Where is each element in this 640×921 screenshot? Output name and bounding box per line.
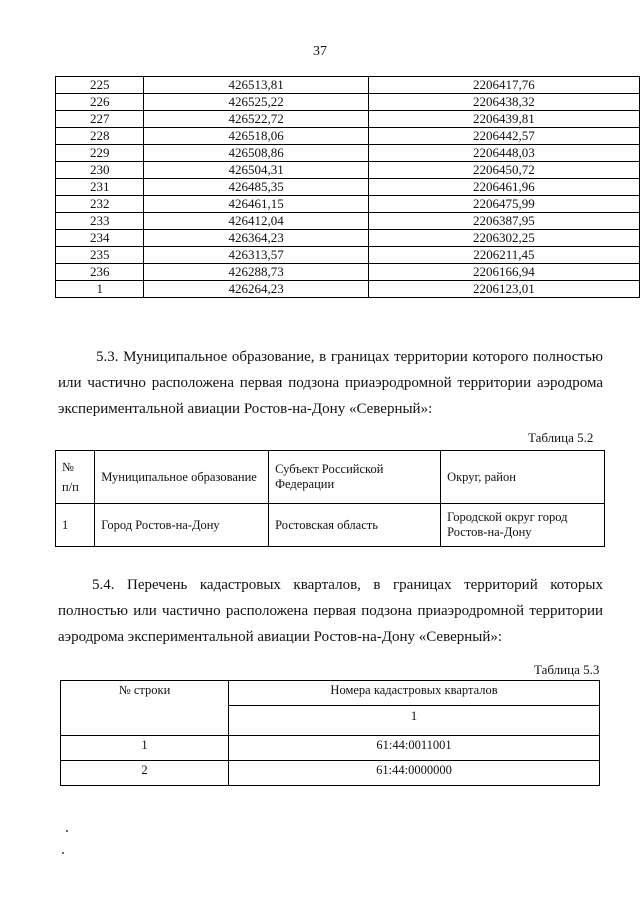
header-number-abbr: п/п bbox=[62, 480, 79, 494]
coordinate-x: 426518,06 bbox=[144, 128, 368, 145]
point-number: 227 bbox=[56, 111, 144, 128]
point-number: 226 bbox=[56, 94, 144, 111]
coordinate-y: 2206448,03 bbox=[368, 145, 639, 162]
coordinate-y: 2206302,25 bbox=[368, 230, 639, 247]
header-number bbox=[56, 451, 95, 504]
table-row bbox=[56, 179, 640, 196]
coordinate-y: 2206123,01 bbox=[368, 281, 639, 298]
table-5-3-caption: Таблица 5.3 bbox=[534, 662, 600, 677]
section-5-4-line-2: полностью или частично расположена первая подзона приаэродромной территории bbox=[58, 603, 603, 619]
coordinate-y: 2206450,72 bbox=[368, 162, 639, 179]
row-number: 2 bbox=[61, 761, 229, 786]
coordinate-y: 2206387,95 bbox=[368, 213, 639, 230]
coordinate-y: 2206211,45 bbox=[368, 247, 639, 264]
coordinate-x: 426522,72 bbox=[144, 111, 368, 128]
table-row bbox=[56, 264, 640, 281]
point-number: 235 bbox=[56, 247, 144, 264]
header-subject bbox=[269, 451, 441, 504]
point-number: 228 bbox=[56, 128, 144, 145]
table-row bbox=[56, 162, 640, 179]
coordinate-y: 2206475,99 bbox=[368, 196, 639, 213]
point-number: 229 bbox=[56, 145, 144, 162]
table-row bbox=[56, 196, 640, 213]
coordinate-x: 426508,86 bbox=[144, 145, 368, 162]
header-column-index: 1 bbox=[229, 706, 600, 736]
scan-speck bbox=[66, 830, 68, 832]
table-row bbox=[56, 94, 640, 111]
header-row-number: № строки bbox=[61, 681, 229, 736]
coordinates-table bbox=[55, 76, 640, 298]
point-number: 232 bbox=[56, 196, 144, 213]
table-row bbox=[56, 145, 640, 162]
point-number: 225 bbox=[56, 77, 144, 94]
table-5-2-caption: Таблица 5.2 bbox=[528, 430, 594, 445]
table-5-2 bbox=[55, 450, 605, 547]
row-district-line-1: Городской округ город bbox=[447, 510, 568, 524]
coordinate-x: 426485,35 bbox=[144, 179, 368, 196]
header-number-sign: № bbox=[62, 460, 74, 474]
header-district: Округ, район bbox=[441, 451, 605, 504]
table-row bbox=[56, 128, 640, 145]
table-5-3-header-row bbox=[61, 681, 600, 706]
row-number: 1 bbox=[56, 504, 95, 547]
section-5-3-line-1: 5.3. Муниципальное образование, в границах территории которого полностью bbox=[96, 349, 603, 365]
coordinate-y: 2206439,81 bbox=[368, 111, 639, 128]
coordinate-y: 2206417,76 bbox=[368, 77, 639, 94]
row-subject: Ростовская область bbox=[269, 504, 441, 547]
section-5-4-paragraph bbox=[58, 572, 603, 650]
table-row bbox=[56, 504, 605, 547]
table-row bbox=[61, 736, 600, 761]
coordinate-y: 2206438,32 bbox=[368, 94, 639, 111]
row-district bbox=[441, 504, 605, 547]
header-subject-line-1: Субъект Российской bbox=[275, 462, 384, 476]
coordinate-x: 426525,22 bbox=[144, 94, 368, 111]
coordinate-y: 2206442,57 bbox=[368, 128, 639, 145]
table-5-2-header-row bbox=[56, 451, 605, 504]
table-row bbox=[61, 761, 600, 786]
row-cadastral-number: 61:44:0000000 bbox=[229, 761, 600, 786]
point-number: 233 bbox=[56, 213, 144, 230]
coordinates-table-wrapper bbox=[55, 76, 640, 320]
header-municipality: Муниципальное образование bbox=[95, 451, 269, 504]
section-5-3-paragraph bbox=[58, 344, 603, 422]
header-cadastral-numbers: Номера кадастровых кварталов bbox=[229, 681, 600, 706]
table-row bbox=[56, 247, 640, 264]
table-row bbox=[56, 230, 640, 247]
point-number: 236 bbox=[56, 264, 144, 281]
coordinate-x: 426504,31 bbox=[144, 162, 368, 179]
table-row bbox=[56, 77, 640, 94]
page-number: 37 bbox=[313, 44, 327, 59]
coordinate-x: 426313,57 bbox=[144, 247, 368, 264]
coordinate-y: 2206166,94 bbox=[368, 264, 639, 281]
table-row bbox=[56, 213, 640, 230]
point-number: 231 bbox=[56, 179, 144, 196]
coordinate-x: 426364,23 bbox=[144, 230, 368, 247]
header-subject-line-2: Федерации bbox=[275, 477, 335, 491]
coordinate-x: 426461,15 bbox=[144, 196, 368, 213]
section-5-3-line-2: или частично расположена первая подзона приаэродромной территории аэродрома bbox=[58, 375, 603, 391]
section-5-3-line-3: экспериментальной авиации Ростов-на-Дону «Северный»: bbox=[58, 401, 433, 417]
table-5-3 bbox=[60, 680, 600, 786]
point-number: 1 bbox=[56, 281, 144, 298]
row-district-line-2: Ростов-на-Дону bbox=[447, 525, 532, 539]
section-5-4-line-1: 5.4. Перечень кадастровых кварталов, в границах территорий которых bbox=[92, 577, 603, 593]
point-number: 230 bbox=[56, 162, 144, 179]
section-5-4-line-3: аэродрома экспериментальной авиации Ростов-на-Дону «Северный»: bbox=[58, 629, 503, 645]
point-number: 234 bbox=[56, 230, 144, 247]
coordinate-x: 426288,73 bbox=[144, 264, 368, 281]
row-cadastral-number: 61:44:0011001 bbox=[229, 736, 600, 761]
coordinate-x: 426412,04 bbox=[144, 213, 368, 230]
row-municipality: Город Ростов-на-Дону bbox=[95, 504, 269, 547]
scan-speck bbox=[62, 852, 64, 854]
table-row bbox=[56, 111, 640, 128]
coordinate-x: 426513,81 bbox=[144, 77, 368, 94]
table-row bbox=[56, 281, 640, 298]
coordinate-x: 426264,23 bbox=[144, 281, 368, 298]
coordinate-y: 2206461,96 bbox=[368, 179, 639, 196]
row-number: 1 bbox=[61, 736, 229, 761]
